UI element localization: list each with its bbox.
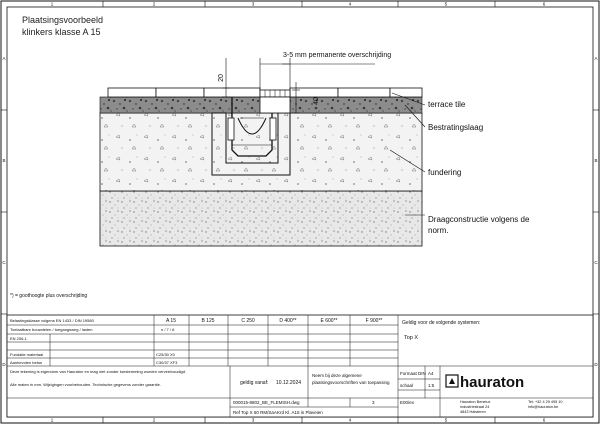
format-value: A4 <box>428 371 434 376</box>
column-marker: 4 <box>348 1 352 7</box>
column-marker: 5 <box>444 417 448 423</box>
paving-tile <box>204 88 260 97</box>
valid-date: 10.12.2024 <box>276 380 302 386</box>
brand-name: hauraton <box>460 374 525 391</box>
schaal-label: schaal <box>400 383 414 388</box>
address-line2: Industriestraat 24 <box>460 405 490 409</box>
label-draagconstructie-line2: norm. <box>428 226 449 235</box>
status-code: E00/ex <box>400 400 415 405</box>
remark-line2: plaatsingsvoorschriften van toepassing <box>312 380 390 385</box>
column-marker: 6 <box>542 1 546 7</box>
column-marker: 6 <box>542 417 546 423</box>
disclaimer-1: Deze tekening is eigendom van Hauraton en mag niet zonder toestemming worden verveelvoudigd. <box>10 369 187 374</box>
column-marker: 5 <box>444 1 448 7</box>
paving-tile <box>390 88 422 97</box>
row-marker: C <box>2 260 6 265</box>
label-fundering: fundering <box>428 168 462 177</box>
cross-section <box>100 88 422 246</box>
class-a-sub: n / 7 / 6 <box>161 327 175 332</box>
concrete-code-2: C30/37 XF3 <box>156 360 178 365</box>
telephone: Tel: +32 4 29 495 10 <box>528 400 563 404</box>
overschrijding-label: 3-5 mm permanente overschrijding <box>283 52 392 59</box>
format-label: Formaat DIN <box>400 371 426 376</box>
row-marker: D <box>594 362 598 367</box>
revision: 3 <box>372 400 375 405</box>
address-line3: 4843 Halsteren <box>460 410 486 414</box>
email: info@hauraton.be <box>528 405 559 409</box>
schaal-value: 1:5 <box>428 383 435 388</box>
footer-title: Ref Top X 60 RM/SaAKrd Kl. A15 in Plaveien <box>233 410 323 415</box>
class-a15: A 15 <box>165 318 177 324</box>
column-marker: 3 <box>251 1 255 7</box>
class-b125: B 125 <box>201 318 215 324</box>
geldig-label: geldig vanaf: <box>240 380 269 386</box>
class-c250: C 250 <box>241 318 255 324</box>
label-fundatie: Fundatie materiaal <box>10 352 44 357</box>
row-marker: C <box>594 260 598 265</box>
valid-systems-label: Geldig voor de volgende systemen: <box>402 320 481 326</box>
class-d400: D 400** <box>279 318 297 324</box>
column-marker: 1 <box>50 1 54 7</box>
column-marker: 2 <box>152 417 156 423</box>
label-terrace-tile: terrace tile <box>428 100 466 109</box>
label-aanbevolen-beton: Aanbevolen beton <box>10 360 43 365</box>
column-marker: 4 <box>348 417 352 423</box>
address-line1: Hauraton Benelux <box>460 400 491 404</box>
row-marker: D <box>2 362 6 367</box>
row-marker: B <box>2 158 6 163</box>
column-marker: 1 <box>50 417 54 423</box>
column-marker: 2 <box>152 1 156 7</box>
label-draagconstructie-line1: Draagconstructie volgens de <box>428 215 530 224</box>
footnote: *) = goothoogte plus overschrijding <box>10 293 88 299</box>
column-marker: 3 <box>251 417 255 423</box>
label-bouwdelen: Toelaatbare bouwdelen / toegangsweg / lasten <box>10 327 93 332</box>
dimension-40: 40 <box>313 97 320 105</box>
label-bestratingslaag: Bestratingslaag <box>428 123 484 132</box>
title-block <box>7 315 593 417</box>
disclaimer-2: Alle maten in mm. Wijzigingen voorbehouden. Technische gegevens zonder garantie. <box>10 382 161 387</box>
row-marker: A <box>594 56 598 61</box>
remark-line1: Neem bij deze algemene <box>312 373 362 378</box>
dimension-20: 20 <box>218 74 225 82</box>
label-en206: EN 206-1 <box>10 336 27 341</box>
paving-tile <box>156 88 204 97</box>
system-name: Top X <box>404 335 419 341</box>
foundation-layer <box>100 113 422 191</box>
class-e600: E 600** <box>320 318 338 324</box>
paving-tile <box>290 88 338 97</box>
paving-tile <box>108 88 156 97</box>
document-number: 000015-8802_BE_FLEMISH.dwg <box>233 400 300 405</box>
row-marker: B <box>594 158 598 163</box>
label-belastingsklasse: Belastingsklasse volgens EN 1433 / DIN 19580 <box>10 318 94 323</box>
subbase-layer <box>100 191 422 246</box>
paving-tile <box>338 88 390 97</box>
row-marker: A <box>2 56 6 61</box>
concrete-code-1: C25/30 X0 <box>156 352 175 357</box>
drawing-title-line2: klinkers klasse A 15 <box>22 27 101 37</box>
drawing-title-line1: Plaatsingsvoorbeeld <box>22 15 104 25</box>
class-f900: F 900** <box>365 318 383 324</box>
